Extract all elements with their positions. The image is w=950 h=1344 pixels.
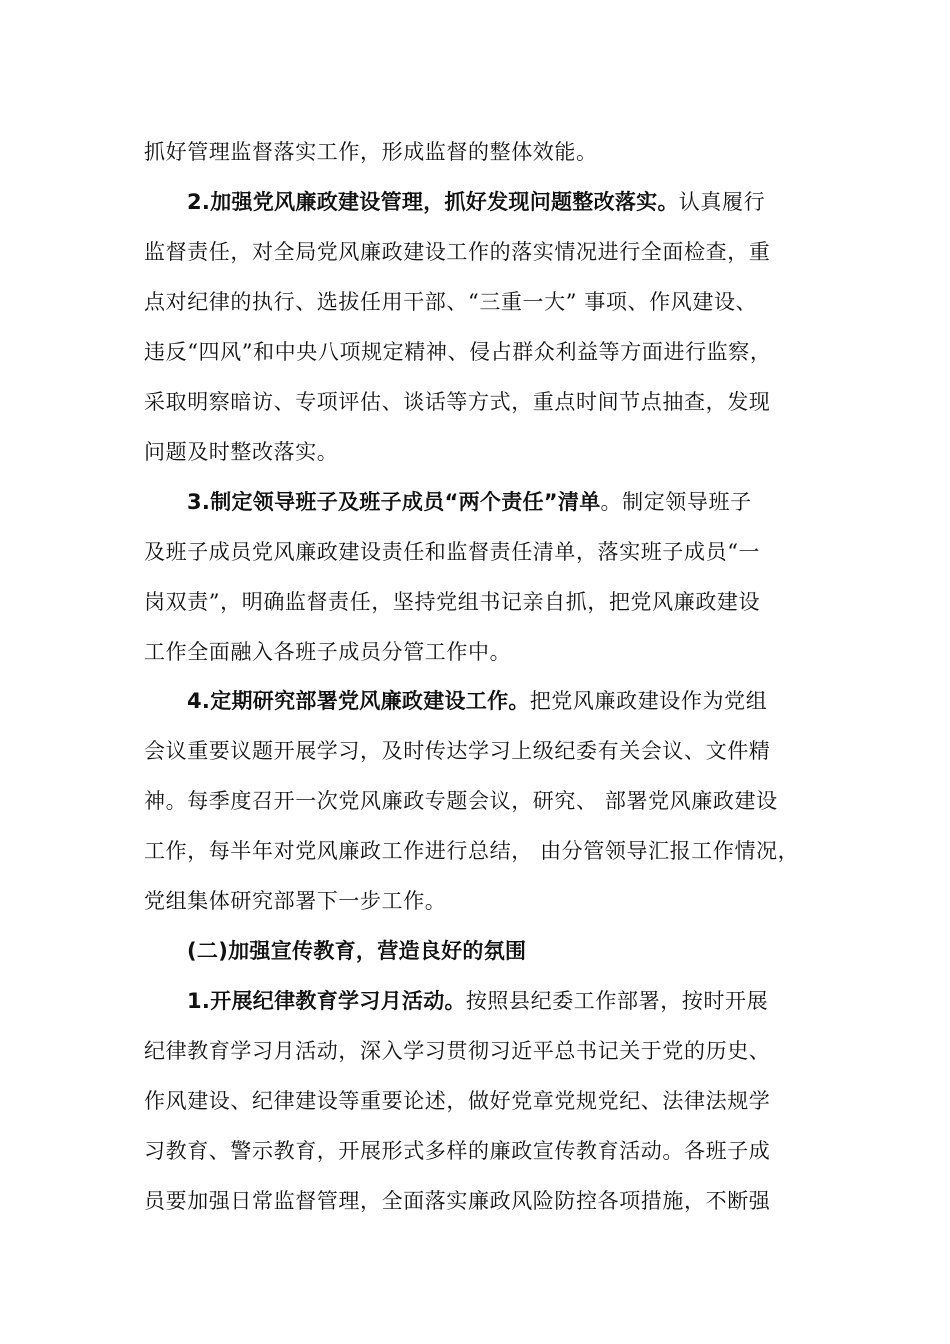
bold-heading: 3.制定领导班子及班子成员“两个责任”清单 — [187, 490, 601, 514]
text-line — [144, 731, 770, 771]
text-line — [144, 831, 799, 871]
text-run: 按照县纪委工作部署，按时开展 — [465, 989, 769, 1013]
text-run: 问题及时整改落实。 — [144, 440, 339, 464]
text-line — [144, 881, 446, 921]
paragraph-heading-line — [187, 182, 765, 222]
text-line — [144, 582, 760, 622]
text-run: 岗双责”，明确监督责任，坚持党组书记亲自抓，把党风廉政建设 — [144, 590, 761, 614]
text-run: 监督责任，对全局党风廉政建设工作的落实情况进行全面检查，重 — [144, 240, 771, 264]
text-line — [144, 1181, 770, 1221]
bold-heading: 2.加强党风廉政建设管理，抓好发现问题整改落实。 — [187, 190, 679, 214]
text-line — [144, 432, 338, 472]
text-line — [144, 132, 598, 172]
text-line — [144, 532, 760, 572]
text-run: 认真履行 — [678, 190, 766, 214]
paragraph-heading-line — [187, 482, 752, 522]
text-run: 工作，每半年对党风廉政工作进行总结， 由分管领导汇报工作情况， — [144, 839, 800, 863]
section-heading: (二)加强宣传教育，营造良好的氛围 — [187, 939, 527, 963]
text-line — [144, 232, 770, 272]
text-run: 习教育、警示教育，开展形式多样的廉政宣传教育活动。各班子成 — [144, 1139, 771, 1163]
text-run: 会议重要议题开展学习，及时传达学习上级纪委有关会议、文件精 — [144, 739, 771, 763]
paragraph-heading-line — [187, 681, 767, 721]
text-run: 党组集体研究部署下一步工作。 — [144, 889, 447, 913]
text-line — [144, 1081, 770, 1121]
text-run: 抓好管理监督落实工作，形成监督的整体效能。 — [144, 140, 598, 164]
text-run: 采取明察暗访、专项评估、谈话等方式，重点时间节点抽查，发现 — [144, 390, 771, 414]
section-heading-line — [187, 931, 526, 971]
paragraph-heading-line — [187, 981, 768, 1021]
text-run: 违反“四风”和中央八项规定精神、侵占群众利益等方面进行监察， — [144, 340, 772, 364]
text-run: 点对纪律的执行、选拔任用干部、“三重一大” 事项、作风建设、 — [144, 290, 758, 314]
text-run: 作风建设、纪律建设等重要论述，做好党章党规党纪、法律法规学 — [144, 1089, 771, 1113]
text-line — [144, 382, 770, 422]
text-line — [144, 1131, 770, 1171]
text-run: 把党风廉政建设作为党组 — [529, 689, 768, 713]
text-run: 神。每季度召开一次党风廉政专题会议，研究、 部署党风廉政建设 — [144, 789, 778, 813]
text-line — [144, 632, 511, 672]
text-line — [144, 282, 757, 322]
text-run: 纪律教育学习月活动，深入学习贯彻习近平总书记关于党的历史、 — [144, 1039, 771, 1063]
bold-heading: 4.定期研究部署党风廉政建设工作。 — [187, 689, 530, 713]
text-line — [144, 1031, 770, 1071]
text-line — [144, 332, 771, 372]
text-run: 及班子成员党风廉政建设责任和监督责任清单，落实班子成员“一 — [144, 540, 761, 564]
text-line — [144, 781, 778, 821]
text-run: 员要加强日常监督管理，全面落实廉政风险防控各项措施，不断强 — [144, 1189, 771, 1213]
text-run: 工作全面融入各班子成员分管工作中。 — [144, 640, 512, 664]
bold-heading: 1.开展纪律教育学习月活动。 — [187, 989, 466, 1013]
text-run: 。制定领导班子 — [600, 490, 752, 514]
